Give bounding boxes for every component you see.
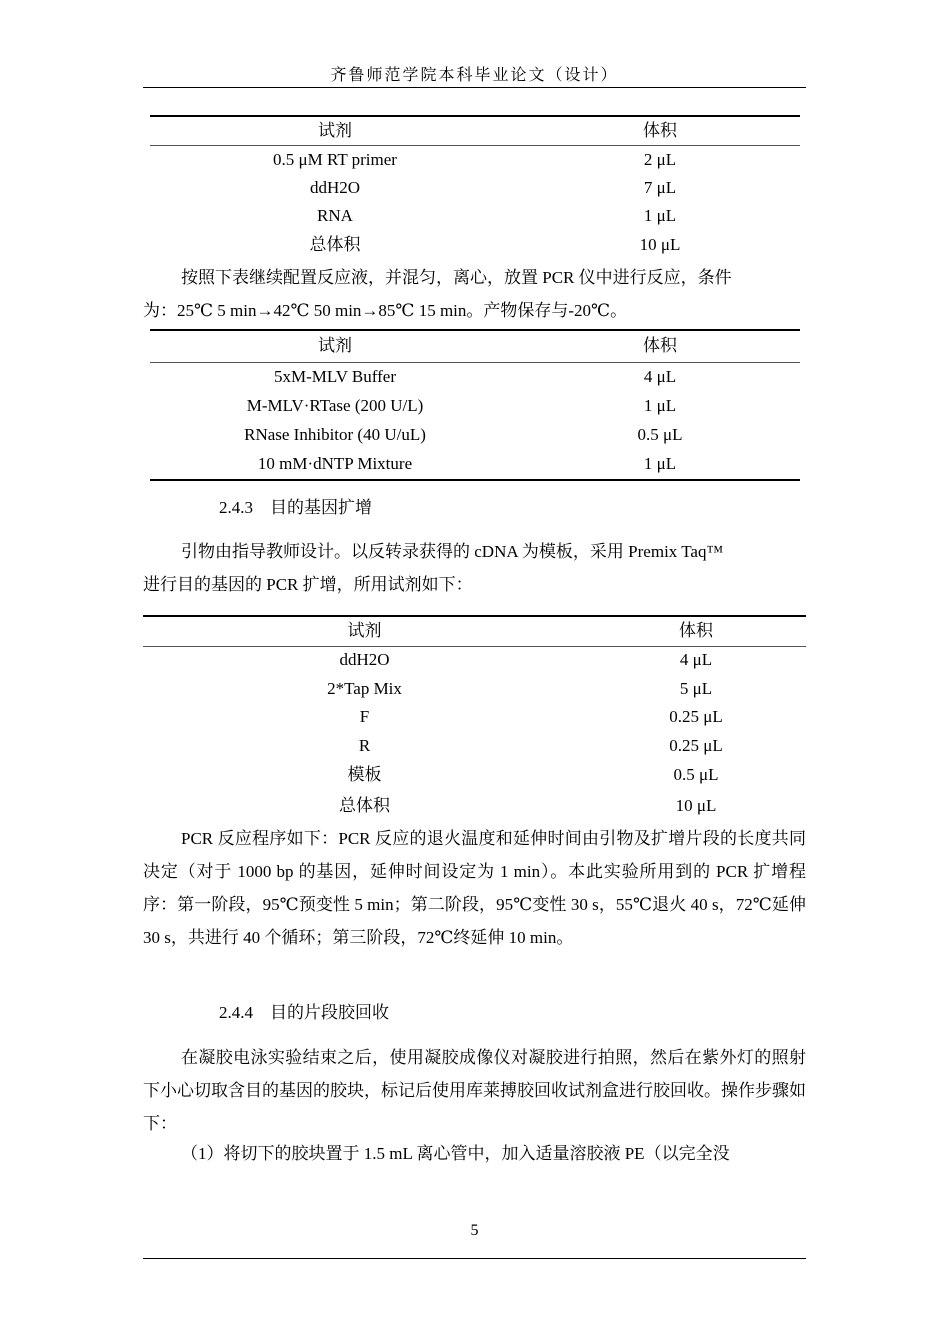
table-row (143, 646, 806, 674)
paragraph-primer (143, 535, 806, 568)
paragraph-line: 进行目的基因的 PCR 扩增，所用试剂如下： (143, 575, 473, 594)
reagent-cell: M-MLV·RTase (200 U/L) (246, 396, 424, 415)
table-row (143, 789, 806, 822)
table-row (143, 674, 806, 703)
volume-cell: 5 μL (679, 678, 713, 698)
reagent-cell: RNA (317, 206, 353, 225)
table-row (143, 760, 806, 789)
page-number: 5 (470, 1222, 479, 1239)
reagent-cell: ddH2O (309, 178, 361, 197)
column-header-volume: 体积 (520, 331, 800, 362)
reagent-cell: 总体积 (339, 795, 390, 815)
reagent-cell: ddH2O (339, 650, 390, 670)
reagent-cell: R (358, 735, 371, 755)
reagent-cell: 模板 (347, 764, 382, 784)
volume-cell: 4 μL (679, 650, 713, 670)
table-row (150, 392, 800, 420)
column-header-reagent: 试剂 (150, 331, 520, 362)
table-row (150, 230, 800, 260)
paragraph-line: 引物由指导教师设计。以反转录获得的 cDNA 为模板，采用 Premix Taq™ (181, 542, 724, 561)
section-heading-2-4-4: 2.4.4 目的片段胶回收 (219, 1003, 389, 1022)
volume-cell: 4 μL (643, 367, 677, 387)
table-row (143, 731, 806, 760)
reagent-cell: 总体积 (309, 235, 361, 254)
reagent-cell: 5xM-MLV Buffer (274, 367, 396, 387)
reagent-cell: RNase Inhibitor (40 U/uL) (244, 424, 426, 444)
volume-cell: 1 μL (643, 396, 677, 415)
table-row (150, 420, 800, 449)
paragraph-line: 为：25℃ 5 min→42℃ 50 min→85℃ 15 min。产物保存与-20℃。 (143, 301, 628, 320)
table-row (150, 362, 800, 392)
paragraph-reaction-conditions (143, 261, 806, 294)
column-header-reagent: 试剂 (150, 117, 520, 145)
volume-cell: 7 μL (643, 178, 677, 197)
footer-rule (143, 1258, 806, 1259)
section-heading-2-4-3: 2.4.3 目的基因扩增 (219, 498, 372, 517)
volume-cell: 0.25 μL (669, 735, 723, 755)
volume-cell: 1 μL (643, 453, 677, 473)
volume-cell: 10 μL (639, 235, 681, 254)
reagent-table-1 (150, 117, 800, 260)
volume-cell: 1 μL (643, 206, 677, 225)
table-row (143, 703, 806, 731)
paragraph-step-1: （1）将切下的胶块置于 1.5 mL 离心管中，加入适量溶胶液 PE（以完全没 (181, 1144, 730, 1163)
header-rule (143, 87, 806, 88)
volume-cell: 10 μL (675, 795, 717, 815)
paragraph-pcr-program: PCR 反应程序如下：PCR 反应的退火温度和延伸时间由引物及扩增片段的长度共同决定（对于 1000 bp 的基因，延伸时间设定为 1 min）。本此实验所用到的 PCR 扩增程序：第一阶段，95℃预变性 5 min；第二阶段，95℃变性 30 s，55℃退火 40 s，72℃延伸 30 s，共进行 40 个循环；第三阶段，72℃终延伸 10 min。 (143, 829, 806, 947)
table-row (150, 202, 800, 230)
reagent-cell: F (359, 707, 370, 726)
volume-cell: 2 μL (643, 149, 677, 169)
reagent-table-3 (143, 617, 806, 822)
table-row (150, 174, 800, 202)
reagent-cell: 0.5 μM RT primer (273, 149, 397, 169)
volume-cell: 0.5 μL (637, 424, 683, 444)
column-header-volume: 体积 (520, 117, 800, 145)
volume-cell: 0.5 μL (673, 764, 719, 784)
volume-cell: 0.25 μL (669, 707, 723, 726)
paragraph-line: 按照下表继续配置反应液，并混匀，离心，放置 PCR 仪中进行反应，条件 (181, 268, 732, 287)
paragraph-primer-cont (143, 568, 806, 601)
running-header: 齐鲁师范学院本科毕业论文（设计） (330, 67, 619, 84)
column-header-reagent: 试剂 (143, 617, 586, 646)
reagent-table-2 (150, 331, 800, 478)
reagent-cell: 2*Tap Mix (327, 678, 402, 698)
column-header-volume: 体积 (586, 617, 806, 646)
table-row (150, 145, 800, 174)
table-row (150, 449, 800, 478)
table2-bottom-rule (150, 479, 800, 481)
paragraph-gel-recovery: 在凝胶电泳实验结束之后，使用凝胶成像仪对凝胶进行拍照，然后在紫外灯的照射下小心切取含目的基因的胶块，标记后使用库莱搏胶回收试剂盒进行胶回收。操作步骤如下： (143, 1048, 806, 1133)
reagent-cell: 10 mM·dNTP Mixture (257, 453, 413, 473)
paragraph-reaction-conditions-cont (143, 294, 806, 327)
